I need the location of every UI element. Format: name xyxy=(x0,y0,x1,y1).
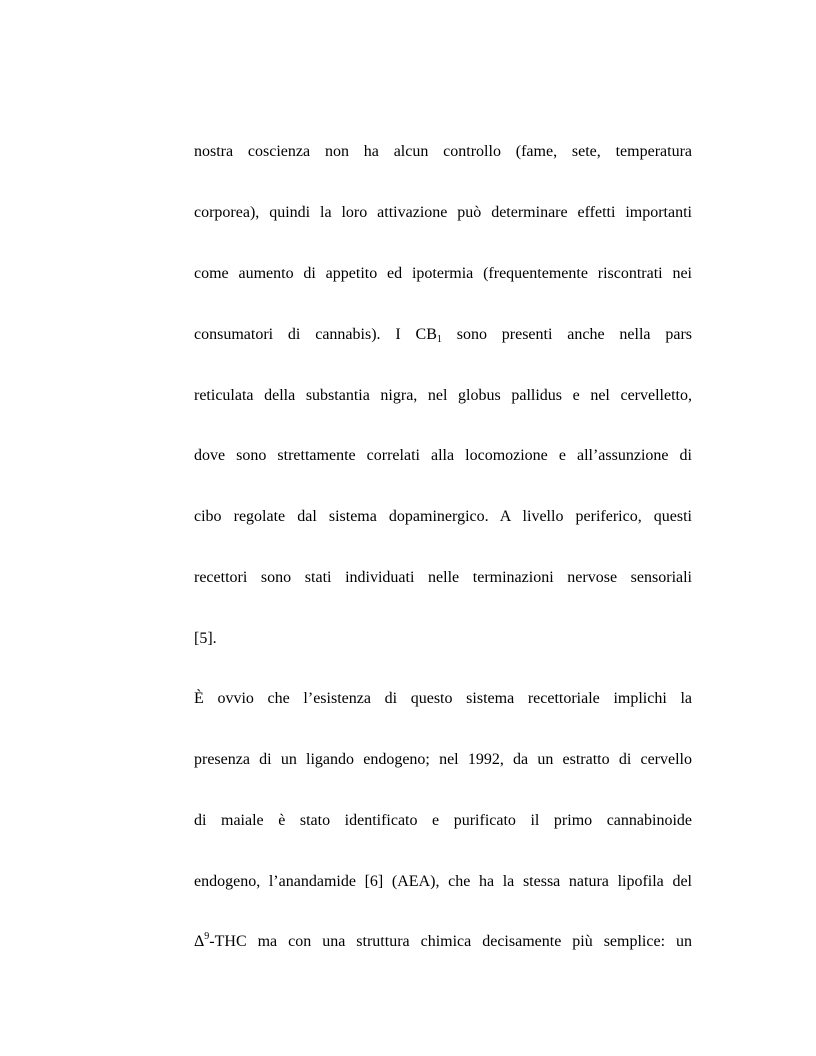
text-span: sono presenti anche nella pars xyxy=(441,326,692,343)
text-span: [5]. xyxy=(194,630,217,647)
text-line xyxy=(194,566,692,590)
text-span: -THC ma con una struttura chimica decisamente più semplice: un xyxy=(209,933,692,950)
text-line xyxy=(194,687,692,711)
text-span: reticulata della substantia nigra, nel globus pallidus e nel cervelletto, xyxy=(194,387,692,404)
text-span: presenza di un ligando endogeno; nel 1992, da un estratto di cervello xyxy=(194,751,692,768)
superscript: 9 xyxy=(204,931,210,942)
text-span: È ovvio che l’esistenza di questo sistema recettoriale implichi la xyxy=(194,690,692,707)
text-line xyxy=(194,870,692,894)
text-line xyxy=(194,384,692,408)
text-span: corporea), quindi la loro attivazione può determinare effetti importanti xyxy=(194,204,692,221)
text-span: di maiale è stato identificato e purificato il primo cannabinoide xyxy=(194,812,692,829)
text-line xyxy=(194,201,692,225)
text-span: recettori sono stati individuati nelle terminazioni nervose sensoriali xyxy=(194,569,692,586)
text-span: consumatori di cannabis). I CB xyxy=(194,326,437,343)
text-span: endogeno, l’anandamide [6] (AEA), che ha la stessa natura lipofila del xyxy=(194,873,692,890)
text-line xyxy=(194,444,692,468)
text-span: nostra coscienza non ha alcun controllo (fame, sete, temperatura xyxy=(194,143,692,160)
text-line xyxy=(194,748,692,772)
text-line xyxy=(194,930,692,954)
text-line xyxy=(194,809,692,833)
text-span: dove sono strettamente correlati alla locomozione e all’assunzione di xyxy=(194,447,692,464)
text-line xyxy=(194,505,692,529)
text-line xyxy=(194,140,692,164)
delta-symbol: Δ xyxy=(194,933,205,950)
text-span: cibo regolate dal sistema dopaminergico. A livello periferico, questi xyxy=(194,508,692,525)
text-line xyxy=(194,262,692,286)
text-line xyxy=(194,323,692,347)
text-span: come aumento di appetito ed ipotermia (frequentemente riscontrati nei xyxy=(194,265,692,282)
subscript: 1 xyxy=(436,334,442,345)
text-line xyxy=(194,627,692,651)
